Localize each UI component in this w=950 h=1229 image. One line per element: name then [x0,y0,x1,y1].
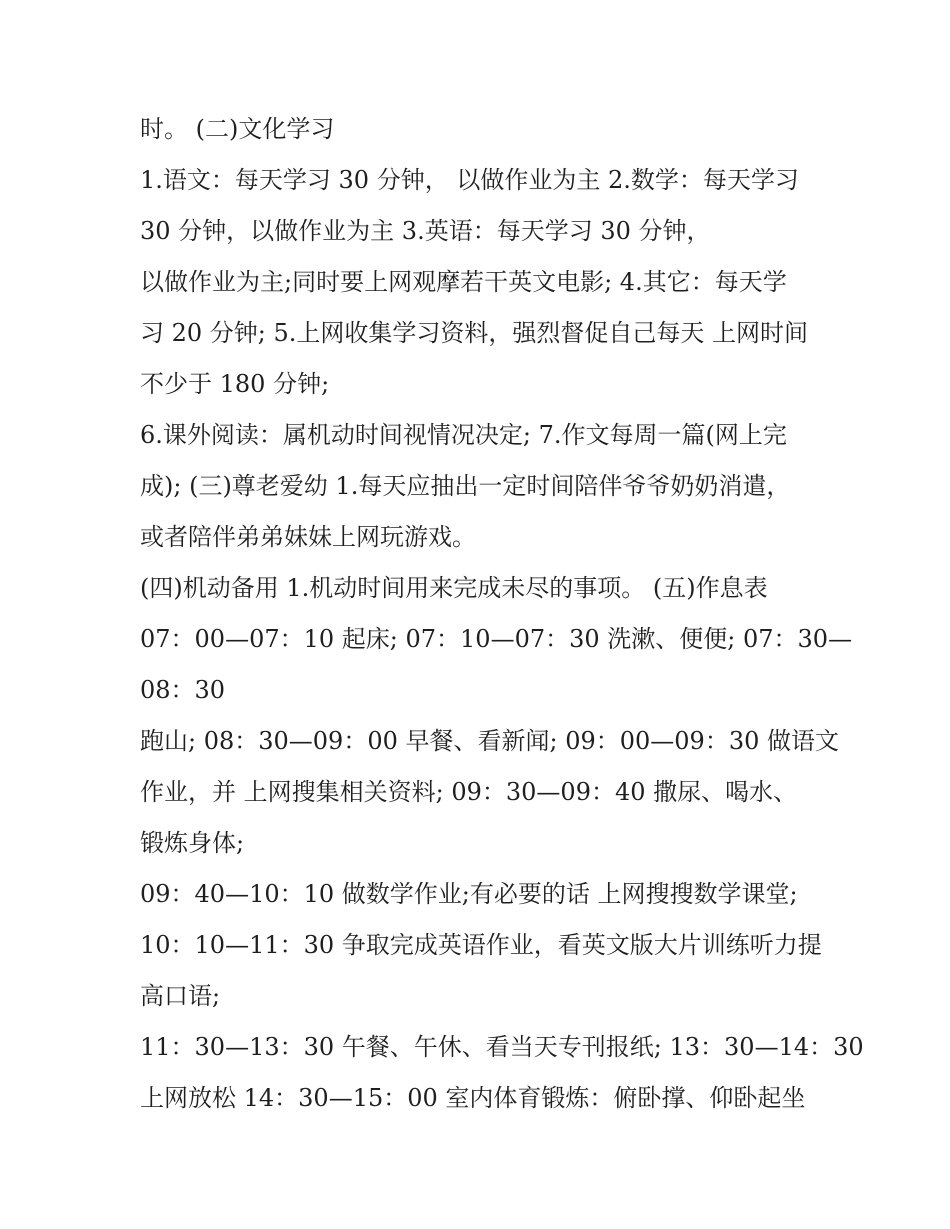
text-line-2: 1.语文：每天学习 30 分钟， 以做作业为主 2.数学：每天学习 [140,166,799,194]
text-line-9: 或者陪伴弟弟妹妹上网玩游戏。 [140,523,476,551]
text-line-10: (四)机动备用 1.机动时间用来完成未尽的事项。 (五)作息表 [140,574,768,602]
text-line-1: 时。 (二)文化学习 [140,115,335,143]
text-line-6: 不少于 180 分钟; [140,370,330,398]
text-line-13: 跑山; 08：30—09：00 早餐、看新闻; 09：00—09：30 做语文 [140,727,839,755]
text-line-16: 09：40—10：10 做数学作业;有必要的话 上网搜搜数学课堂; [140,880,798,908]
text-line-19: 11：30—13：30 午餐、午休、看当天专刊报纸; 13：30—14：30 [140,1033,864,1061]
text-line-8: 成); (三)尊老爱幼 1.每天应抽出一定时间陪伴爷爷奶奶消遣， [140,472,791,500]
text-line-14: 作业，并 上网搜集相关资料; 09：30—09：40 撒尿、喝水、 [140,778,798,806]
text-line-15: 锻炼身体; [140,829,245,857]
text-line-11: 07：00—07：10 起床; 07：10—07：30 洗漱、便便; 07：30— [140,625,853,653]
text-line-20: 上网放松 14：30—15：00 室内体育锻炼：俯卧撑、仰卧起坐 [140,1084,806,1112]
text-line-4: 以做作业为主;同时要上网观摩若干英文电影; 4.其它：每天学 [140,268,787,296]
text-line-12: 08：30 [140,676,226,704]
text-line-3: 30 分钟，以做作业为主 3.英语：每天学习 30 分钟， [140,217,711,245]
text-line-5: 习 20 分钟; 5.上网收集学习资料，强烈督促自己每天 上网时间 [140,319,809,347]
text-line-17: 10：10—11：30 争取完成英语作业，看英文版大片训练听力提 [140,931,822,959]
text-line-7: 6.课外阅读：属机动时间视情况决定; 7.作文每周一篇(网上完 [140,421,787,449]
text-line-18: 高口语; [140,982,221,1010]
